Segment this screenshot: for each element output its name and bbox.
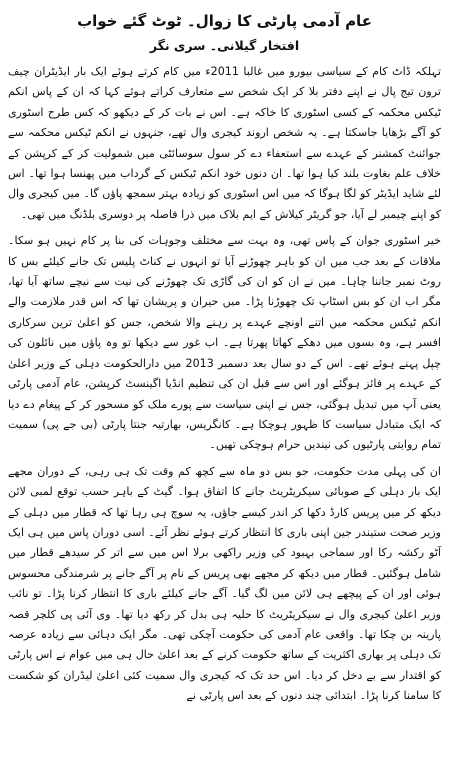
article-paragraph: تہلکہ ڈاٹ کام کے سیاسی بیورو میں غالبا 2011ء میں کام کرتے ہوئے ایک بار ایڈیٹران چیف ترون تیج پال نے اپنے دفتر بلا کر ایک شخص سے متعارف کراتے ہوئے کہا کہ ان کے پاس انکم ٹیکس محکمہ کے کسی اسٹوری کا خاکہ ہے۔ اس نے بات کر کے دیکھو کہ کس طرح اسٹوری کو آگے بڑھایا جاسکتا ہے۔ یہ شخص اروند کیجری وال تھے، جنہوں نے انکم ٹیکس محکمہ سے جوائنٹ کمشنر کے عہدے سے استعفاء دے کر سول سوسائٹی میں شمولیت کر کے کرپشن کے خلاف علم بغاوت بلند کیا ہوا تھا۔ ان دنوں خود انکم ٹیکس کے گرداب میں پھنسا ہوا تھا۔ اس لئے شاید ایڈیٹر کو لگا ہوگا کہ میں اس اسٹوری کو زیادہ بہتر سمجھ پاؤں گا۔ میں کیجری وال کو اپنے چیمبر لے آیا، جو گریٹر کیلاش کے ایم بلاک میں ذرا فاصلہ پر دوسری بلڈنگ میں تھی۔ [8, 65, 441, 221]
article-byline: افتخار گیلانی۔ سری نگر [149, 38, 300, 53]
article-headline: عام آدمی پارٹی کا زوال۔ ٹوٹ گئے خواب [77, 12, 372, 30]
article-body [8, 62, 441, 707]
article-paragraph: ان کی پہلی مدت حکومت، جو بس دو ماہ سے کچھ کم وقت تک ہی رہی، کے دوران مجھے ایک بار دہلی کے صوبائی سیکریٹریٹ جانے کا اتفاق ہوا۔ گیٹ کے باہر حسب توقع لمبی لائن دیکھ کر میں پریس کارڈ دکھا کر اندر کیسے جاؤں، یہ سوچ ہی رہا تھا کہ قطار میں دہلی کے وزیر صحت ستیندر جین اپنی باری کا انتظار کرتے ہوئے نظر آئے۔ اسی دوران پاس میں ہی ایک آٹو رکشہ رکا اور سماجی بہبود کی وزیر راکھی برلا اس میں سے اتر کر سیدھے قطار میں شامل ہوگئیں۔ قطار میں دیکھ کر مجھے بھی پریس کے نام پر آگے جانے پر شرمندگی محسوس ہوئی اور ان کے پیچھے ہی لائن میں لگ گیا۔ آگے جانے کیلئے باری کا انتظار کرنا پڑا۔ تو نائب وزیر اعلیٰ کیجری وال نے سیکریٹریٹ کا حلیہ ہی بدل کر رکھ دیا تھا۔ وی آئی پی کلچر قصہ پارینہ بن چکا تھا۔ واقعی عام آدمی کی حکومت آچکی تھی۔ مگر ایک دہائی سے زیادہ عرصہ تک دہلی پر بھاری اکثریت کے ساتھ حکومت کرنے کے بعد اعلیٰ حال ہی میں عوام نے اس پارٹی کو اقتدار سے بے دخل کر دیا۔ اس حد تک کہ کیجری وال سمیت کئی اعلیٰ لیڈران کو شکست کا سامنا کرنا پڑا۔ ابتدائی چند دنوں کے بعد اس پارٹی نے [8, 464, 441, 703]
article-paragraph: خیر اسٹوری جوان کے پاس تھی، وہ بہت سے مختلف وجوہات کی بنا پر کام نہیں ہو سکا۔ ملاقات کے بعد جب میں ان کو باہر چھوڑنے آیا تو انہوں نے کناٹ پلیس تک جانے کیلئے بس کا روٹ نمبر جاننا چاہا۔ میں نے ان کو ان کی گاڑی تک چھوڑنے کی نیت سے نیچے ساتھ آیا تھا، مگر اب ان کو بس اسٹاپ تک چھوڑنا پڑا۔ میں حیران و پریشان تھا کہ اس قدر ملازمت والے انکم ٹیکس محکمہ میں اتنے اونچے عہدے پر رہنے والا شخص، جس کو اعلیٰ ترین سرکاری افسر ہے، وہ بسوں میں دھکے کھاتا پھرتا ہے۔ اب غور سے دیکھا تو وہ پاؤں میں نائلون کی چپل پہنے ہوئے تھے۔ اس کے دو سال بعد دسمبر 2013 میں دارالحکومت دہلی کے وزیر اعلیٰ کے عہدے پر فائز ہوگئے اور اس سے قبل ان کی تنظیم انڈیا اگینسٹ کرپشن، عام آدمی پارٹی یعنی آپ میں تبدیل ہوگئی، جس نے اپنی سیاست سے پورے ملک کو مسحور کر کے پیغام دے دیا کہ ایک متبادل سیاست کا ظہور ہوچکا ہے۔ کانگریس، بھارتیہ جنتا پارٹی (بی جے پی) سمیت تمام روایتی پارٹیوں کی نیندیں حرام ہوچکی تھیں۔ [8, 234, 441, 452]
